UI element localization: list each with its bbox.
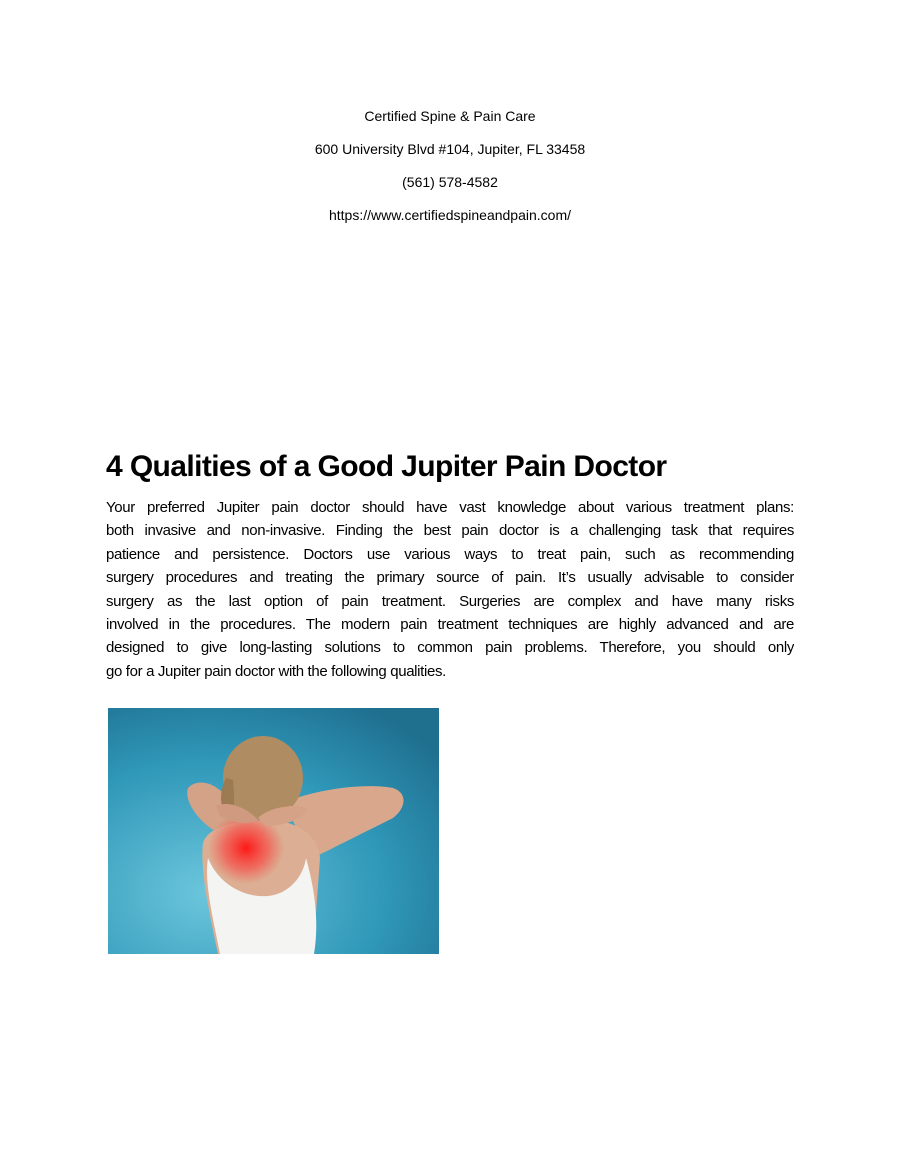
paragraph-line: both invasive and non-invasive. Finding the best pain doctor is a challenging task that requires [106,522,794,540]
article-paragraph [106,496,794,683]
neck-pain-photo [108,708,439,954]
company-name: Certified Spine & Pain Care [364,108,536,124]
paragraph-line: surgery as the last option of pain treatment. Surgeries are complex and have many risks [106,592,794,610]
paragraph-line: surgery procedures and treating the primary source of pain. It’s usually advisable to consider [106,569,794,587]
paragraph-line: patience and persistence. Doctors use various ways to treat pain, such as recommending [106,545,794,563]
company-phone: (561) 578-4582 [402,174,498,190]
paragraph-line: go for a Jupiter pain doctor with the following qualities. [106,662,446,680]
company-website[interactable]: https://www.certifiedspineandpain.com/ [328,207,571,223]
paragraph-line: involved in the procedures. The modern pain treatment techniques are highly advanced and are [106,615,794,633]
paragraph-line: designed to give long-lasting solutions to common pain problems. Therefore, you should only [106,639,794,657]
paragraph-line: Your preferred Jupiter pain doctor should have vast knowledge about various treatment plans: [106,499,794,516]
article-title: 4 Qualities of a Good Jupiter Pain Doctor [106,450,667,483]
company-address: 600 University Blvd #104, Jupiter, FL 33458 [314,141,586,157]
